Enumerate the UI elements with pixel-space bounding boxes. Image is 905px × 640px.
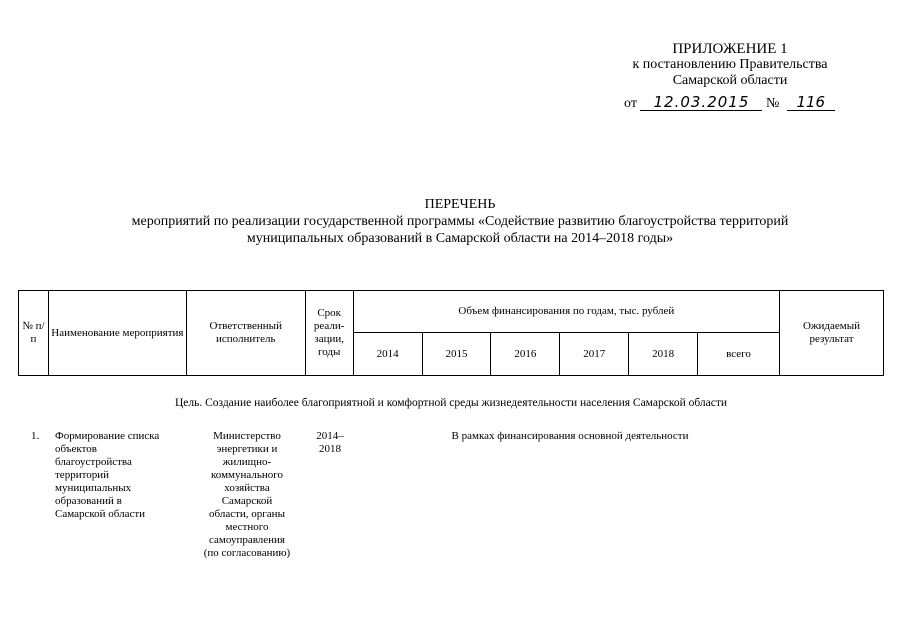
row-responsible: [188, 430, 306, 560]
header-year: 2016: [491, 333, 560, 376]
header-year: 2015: [422, 333, 491, 376]
header-year: 2017: [560, 333, 629, 376]
row-name-line: Самарской области: [55, 508, 146, 520]
header-name: Наименование мероприятия: [48, 291, 186, 376]
subtitle-line-2: муниципальных образований в Самарской области на 2014–2018 годы»: [246, 231, 674, 246]
row-name-line: муниципальных: [55, 482, 132, 494]
header-total: всего: [698, 333, 780, 376]
header-result: Ожидаемый результат: [779, 291, 883, 376]
heading: ПЕРЕЧЕНЬ: [424, 197, 496, 212]
number-prefix: №: [765, 96, 780, 111]
row-term: [310, 430, 350, 456]
row-name-line: образований в: [55, 495, 122, 507]
row-responsible-line: местного: [225, 521, 269, 533]
header-table: [18, 290, 884, 376]
goal-text: Цель. Создание наиболее благоприятной и комфортной среды жизнедеятельности населения Самарской области: [174, 397, 728, 409]
appendix-title: ПРИЛОЖЕНИЕ 1: [672, 41, 788, 57]
header-financing: Объем финансирования по годам, тыс. рублей: [353, 291, 779, 333]
row-responsible-line: энергетики и: [216, 443, 278, 455]
row-responsible-line: коммунального: [211, 469, 283, 481]
row-term-line: 2014–: [316, 430, 344, 442]
order-line: [624, 95, 835, 112]
handwritten-date: 12.03.2015: [640, 95, 762, 111]
row-name-line: объектов: [55, 443, 97, 455]
appendix-line-1: к постановлению Правительства: [632, 57, 828, 72]
row-responsible-line: (по согласованию): [203, 547, 291, 559]
row-name: [55, 430, 183, 521]
header-term: Срок реали-зации, годы: [305, 291, 353, 376]
row-number: 1.: [31, 430, 40, 442]
row-term-line: 2018: [319, 443, 341, 455]
header-num: № п/п: [19, 291, 49, 376]
appendix-block: [600, 41, 860, 89]
row-responsible-line: Самарской: [221, 495, 273, 507]
appendix-line-2: Самарской области: [672, 73, 788, 88]
header-year: 2018: [629, 333, 698, 376]
row-responsible-line: Министерство: [213, 430, 281, 442]
row-name-line: благоустройства: [55, 456, 132, 468]
date-prefix: от: [624, 96, 637, 111]
row-responsible-line: хозяйства: [224, 482, 270, 494]
row-name-line: территорий: [55, 469, 110, 481]
header-year: 2014: [353, 333, 422, 376]
header-responsible: Ответственный исполнитель: [186, 291, 305, 376]
handwritten-number: 116: [787, 95, 835, 111]
subtitle-line-1: мероприятий по реализации государственной программы «Содействие развитию благоустройства территорий: [131, 214, 789, 229]
row-responsible-line: самоуправления: [209, 534, 285, 546]
row-responsible-line: жилищно-: [222, 456, 272, 468]
document-title: [60, 196, 860, 247]
row-financing: В рамках финансирования основной деятельности: [451, 430, 689, 442]
row-responsible-line: области, органы: [209, 508, 285, 520]
row-name-line: Формирование списка: [55, 430, 160, 442]
